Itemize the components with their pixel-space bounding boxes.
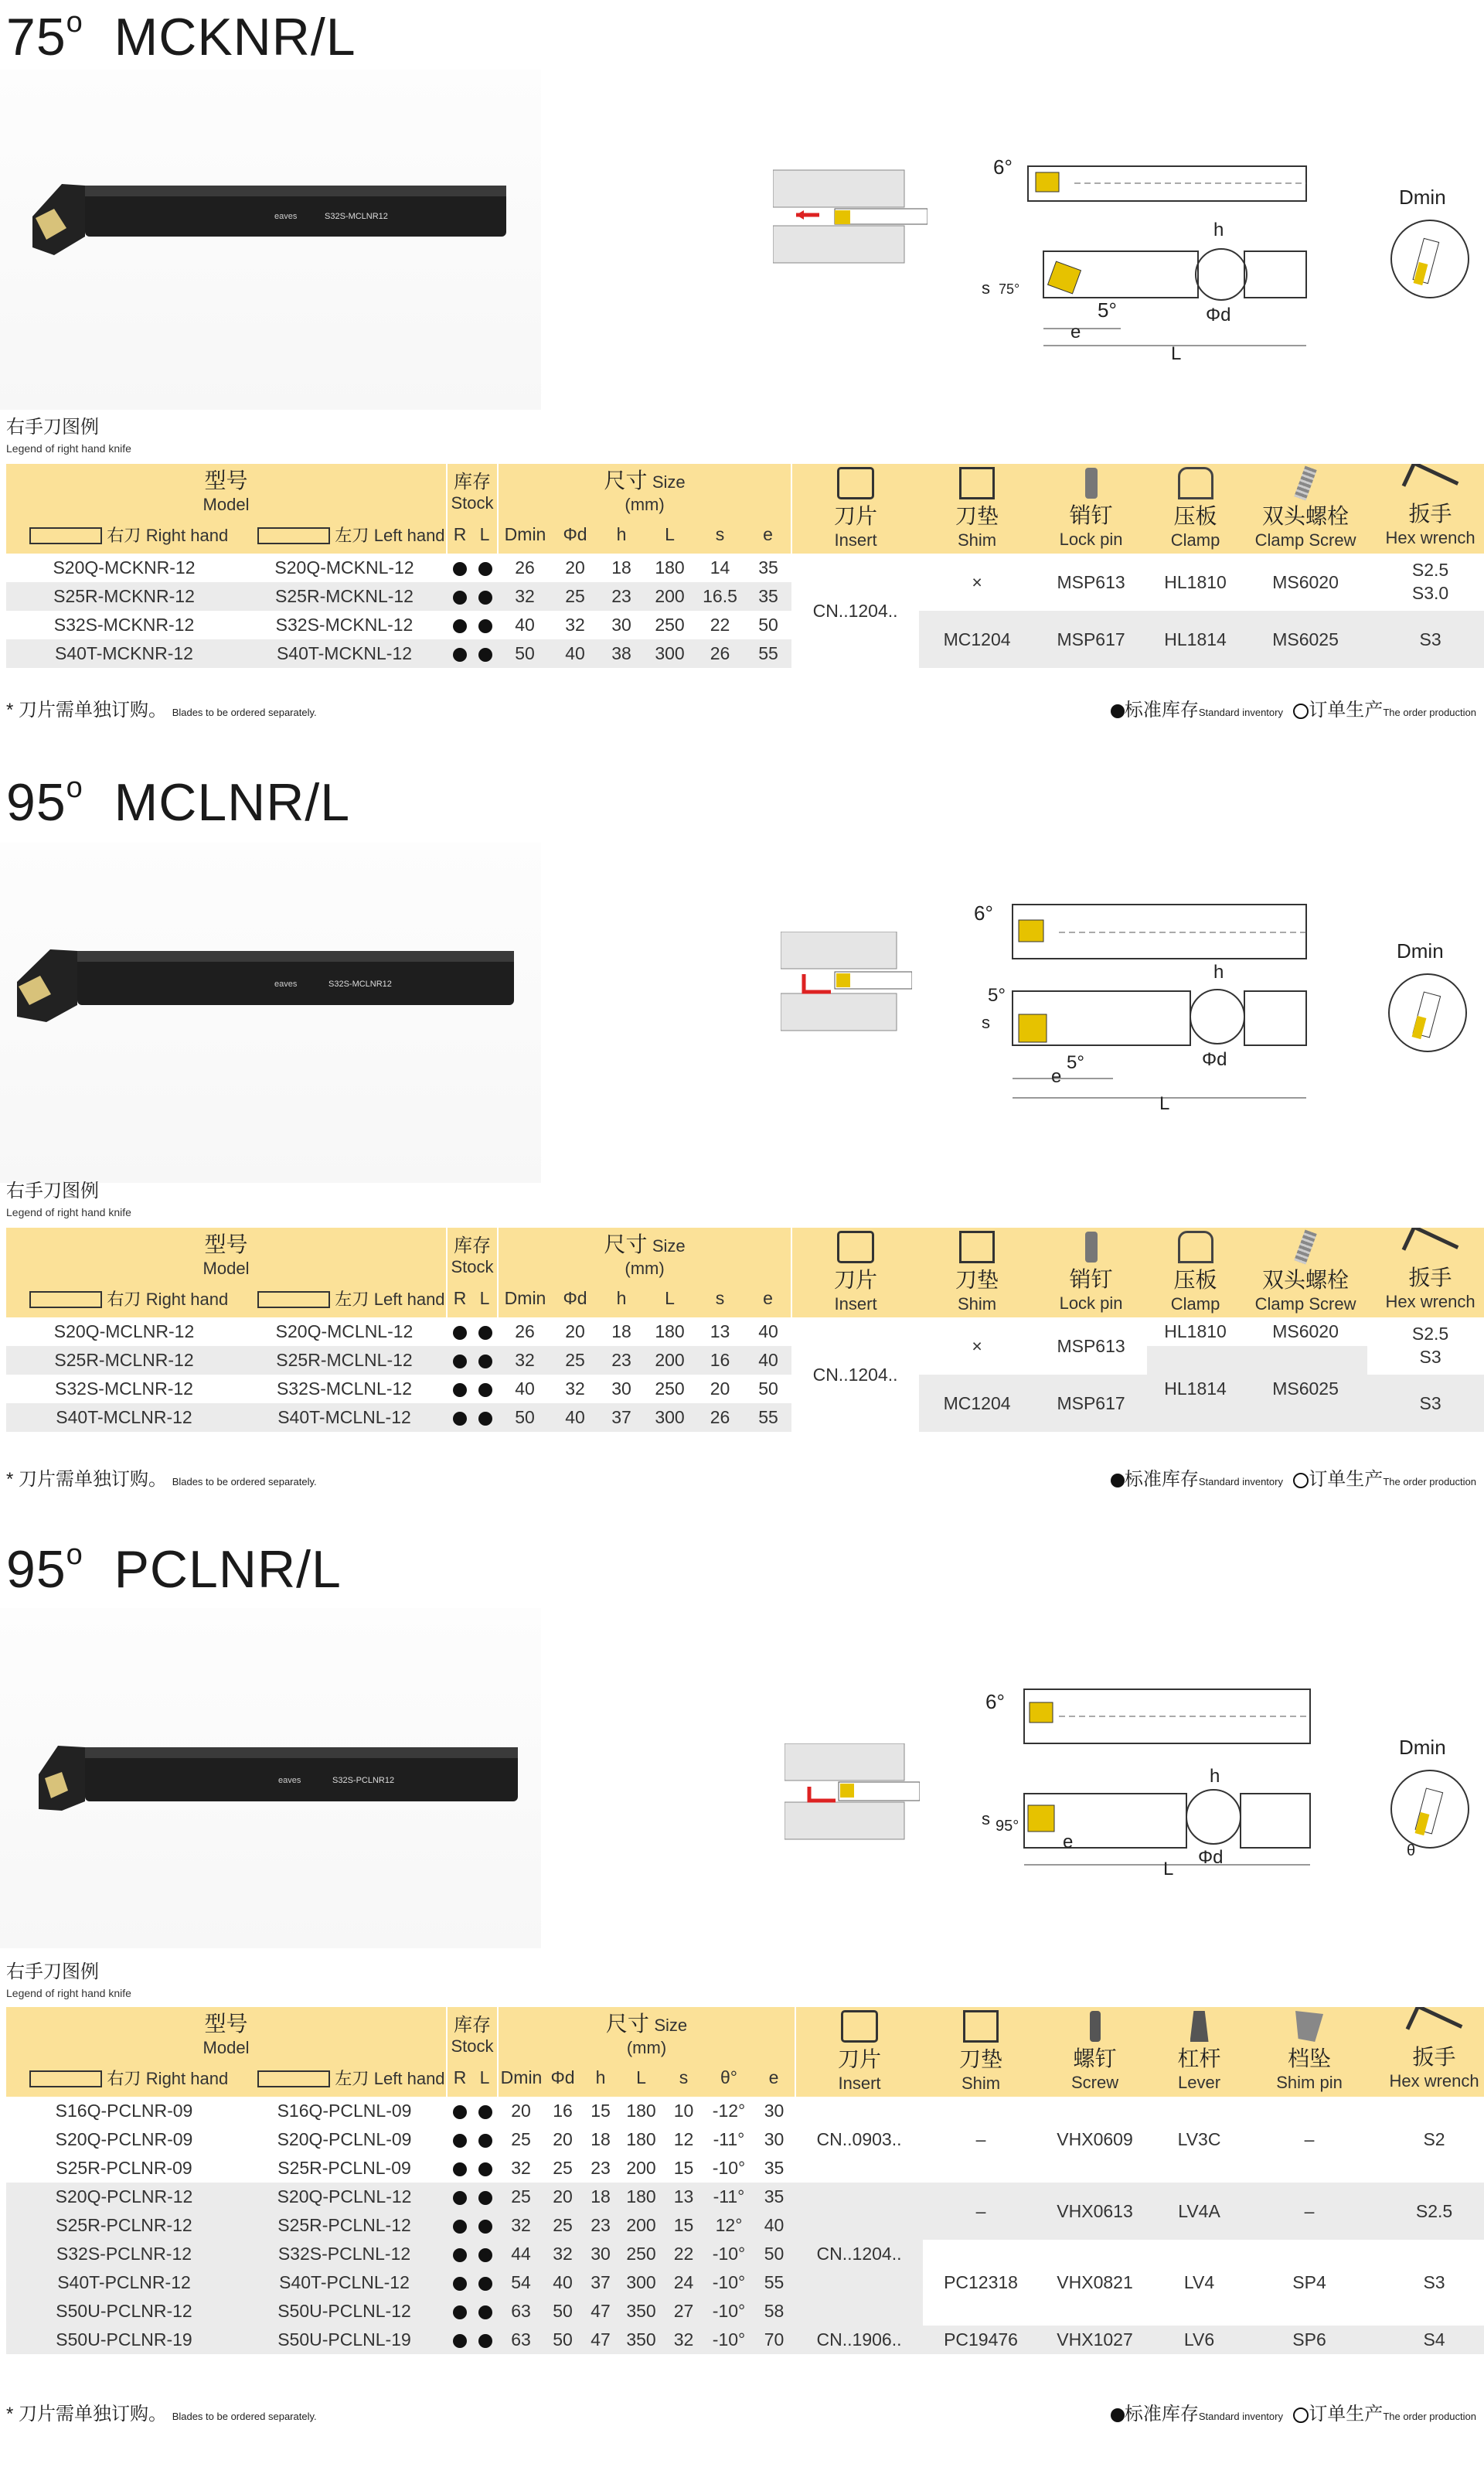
stock-dot-icon: [478, 648, 492, 662]
shim-pin-icon: 档坠 Shim pin: [1247, 2007, 1371, 2097]
svg-text:S32S-MCLNR12: S32S-MCLNR12: [325, 212, 388, 221]
svg-text:Dmin: Dmin: [1397, 939, 1444, 963]
stock-dot-icon: [453, 2305, 467, 2319]
table-row: S32S-PCLNR-12 S32S-PCLNL-12 44 32 30 250 22 -10° 50 PC12318 VHX0821 LV4 SP4 S3: [6, 2240, 1484, 2268]
lock-pin-icon: 销钉 Lock pin: [1035, 464, 1147, 554]
stock-dot-icon: [478, 2277, 492, 2291]
table-row: S32S-MCKNR-12 S32S-MCKNL-12 40 32 30 250 22 50 MC1204 MSP617 HL1814 MS6025 S3: [6, 611, 1484, 639]
svg-text:L: L: [1171, 343, 1182, 364]
legend-subtitle: Legend of right hand knife: [6, 1206, 131, 1218]
insert-approach-diagram: [785, 1743, 920, 1840]
stock-dot-icon: [453, 1412, 467, 1426]
spec-table: 型号 Model 库存 Stock 尺寸 Size (mm) 刀片 Insert 刀垫 Shim 销钉 Lock pin 压板 Clamp 双头螺栓 Clamp Screw 扳手 Hex wrench 右刀 Right hand 左刀 Left hand R L Dmin Φd h L s e S20Q-MCKNR-12 S20Q-MCKNL-12 26 20 18 180 14 35 CN..1204.. × MSP613 HL1810 MS6020 S2.5 S3.0 S25R-MCKNR-12 S25R-MCKNL-12 32 25 23 200 16.5 35 S32S-MCKNR-12 S32S-MCKNL-12 40 32 30 250 22 50 MC1204 MSP617 HL1814 MS6025 S3 S40T-MCKNR-12 S40T-MCKNL-12 50 40 38 300 26 55: [6, 464, 1484, 668]
stock-dot-icon: [478, 2248, 492, 2262]
table-row: S16Q-PCLNR-09 S16Q-PCLNL-09 20 16 15 180 10 -12° 30 CN..0903.. – VHX0609 LV3C – S2: [6, 2097, 1484, 2125]
clamp-icon: 压板 Clamp: [1147, 1228, 1244, 1317]
section-title: 95$^o$ MCLNR/L: [6, 772, 351, 832]
table-row: S40T-MCKNR-12 S40T-MCKNL-12 50 40 38 300 26 55: [6, 639, 1484, 668]
stock-dot-icon: [453, 2105, 467, 2119]
shim-icon: 刀垫 Shim: [919, 464, 1035, 554]
svg-text:s: s: [982, 1809, 990, 1828]
stock-dot-icon: [453, 1326, 467, 1340]
shim-icon: 刀垫 Shim: [923, 2007, 1039, 2097]
model-header: 型号 Model: [203, 469, 250, 514]
svg-text:Φd: Φd: [1198, 1847, 1224, 1868]
insert-icon: 刀片 Insert: [791, 1228, 919, 1317]
stock-legend: 标准库存Standard inventory 订单生产The order production: [1111, 2398, 1476, 2425]
svg-text:h: h: [1210, 1766, 1220, 1787]
svg-text:s: s: [982, 1013, 990, 1032]
stock-dot-icon: [478, 2191, 492, 2205]
hex-wrench-icon: 扳手 Hex wrench: [1367, 464, 1484, 554]
svg-text:Dmin: Dmin: [1399, 1736, 1446, 1759]
svg-text:e: e: [1063, 1832, 1074, 1852]
svg-text:L: L: [1163, 1859, 1174, 1879]
section-title: 75$^o$ MCKNR/L: [6, 6, 356, 66]
hex-wrench-icon: 扳手 Hex wrench: [1367, 1228, 1484, 1317]
stock-dot-icon: [478, 1326, 492, 1340]
clamp-screw-icon: 双头螺栓 Clamp Screw: [1244, 464, 1367, 554]
stock-dot-icon: [478, 1412, 492, 1426]
table-row: S20Q-MCKNR-12 S20Q-MCKNL-12 26 20 18 180 14 35 CN..1204.. × MSP613 HL1810 MS6020 S2.5 S3.0: [6, 554, 1484, 582]
stock-dot-icon: [478, 2220, 492, 2234]
table-row: S20Q-PCLNR-09 S20Q-PCLNL-09 25 20 18 180 12 -11° 30: [6, 2125, 1484, 2154]
insert-approach-diagram: [773, 162, 928, 271]
svg-text:Φd: Φd: [1206, 305, 1231, 325]
stock-dot-icon: [1111, 704, 1125, 718]
stock-dot-icon: [453, 648, 467, 662]
stock-dot-icon: [453, 562, 467, 576]
svg-text:6°: 6°: [993, 155, 1013, 179]
legend-title: 右手刀图例: [6, 1961, 99, 1982]
tool-photo: [0, 70, 541, 410]
table-row: S32S-MCLNR-12 S32S-MCLNL-12 40 32 30 250 20 50 MC1204 MSP617 S3: [6, 1375, 1484, 1403]
order-circle-icon: [1293, 2408, 1309, 2423]
legend-subtitle: Legend of right hand knife: [6, 442, 131, 455]
tool-photo: [0, 843, 541, 1183]
table-row: S20Q-PCLNR-12 S20Q-PCLNL-12 25 20 18 180 13 -11° 35 CN..1204.. – VHX0613 LV4A – S2.5: [6, 2183, 1484, 2211]
legend-title: 右手刀图例: [6, 1181, 99, 1201]
stock-dot-icon: [478, 591, 492, 605]
table-row: S25R-PCLNR-12 S25R-PCLNL-12 32 25 23 200 15 12° 40: [6, 2211, 1484, 2240]
svg-text:eaves: eaves: [274, 212, 298, 221]
svg-text:s: s: [982, 278, 990, 298]
table-row: S40T-PCLNR-12 S40T-PCLNL-12 54 40 37 300 24 -10° 55: [6, 2268, 1484, 2297]
stock-dot-icon: [453, 2248, 467, 2262]
order-circle-icon: [1293, 704, 1309, 719]
stock-dot-icon: [478, 1383, 492, 1397]
section-mcknr: [0, 0, 1484, 765]
legend-subtitle: Legend of right hand knife: [6, 1987, 131, 1999]
svg-text:L: L: [1159, 1093, 1170, 1114]
stock-dot-icon: [478, 2334, 492, 2348]
spec-table: 型号 Model 库存 Stock 尺寸 Size (mm) 刀片 Insert 刀垫 Shim 销钉 Lock pin 压板 Clamp 双头螺栓 Clamp Screw 扳手 Hex wrench 右刀 Right hand 左刀 Left hand R L Dmin Φd h L s e S20Q-MCLNR-12 S20Q-MCLNL-12 26 20 18 180 13 40 CN..1204.. × MSP613 HL1810 MS6020 S2.5 S3 S25R-MCLNR-12 S25R-MCLNL-12 32 25 23 200 16 40 HL1814 MS6025 S32S-MCLNR-12 S32S-MCLNL-12 40 32 30 250 20 50 MC1204 MSP617 S3 S40T-MCLNR-12 S40T-MCLNL-12 50 40 37 300 26 55: [6, 1228, 1484, 1432]
stock-dot-icon: [1111, 1474, 1125, 1487]
svg-text:θ: θ: [1407, 1842, 1416, 1859]
svg-text:eaves: eaves: [274, 980, 298, 989]
svg-text:5°: 5°: [1098, 298, 1117, 322]
dimension-drawing: [966, 889, 1353, 1121]
svg-text:e: e: [1070, 322, 1081, 342]
stock-dot-icon: [478, 2162, 492, 2176]
stock-dot-icon: [453, 591, 467, 605]
dmin-diagram: [1384, 186, 1476, 302]
table-row: S25R-MCLNR-12 S25R-MCLNL-12 32 25 23 200 16 40 HL1814 MS6025: [6, 1346, 1484, 1375]
screw-icon: 螺钉 Screw: [1039, 2007, 1151, 2097]
insert-icon: 刀片 Insert: [795, 2007, 923, 2097]
table-row: S50U-PCLNR-19 S50U-PCLNL-19 63 50 47 350 32 -10° 70 CN..1906.. PC19476 VHX1027 LV6 SP6 S4: [6, 2326, 1484, 2354]
svg-text:Dmin: Dmin: [1399, 186, 1446, 209]
stock-dot-icon: [453, 1383, 467, 1397]
hex-wrench-icon: 扳手 Hex wrench: [1371, 2007, 1484, 2097]
order-note: * 刀片需单独订购。 Blades to be ordered separately.: [6, 2404, 317, 2425]
table-row: S20Q-MCLNR-12 S20Q-MCLNL-12 26 20 18 180 13 40 CN..1204.. × MSP613 HL1810 MS6020 S2.5 S3: [6, 1317, 1484, 1346]
svg-text:6°: 6°: [985, 1690, 1005, 1713]
svg-text:e: e: [1051, 1066, 1062, 1087]
svg-text:h: h: [1213, 962, 1224, 983]
legend-title: 右手刀图例: [6, 417, 99, 438]
svg-text:6°: 6°: [974, 901, 993, 925]
order-note: * 刀片需单独订购。 Blades to be ordered separately.: [6, 1469, 317, 1490]
stock-dot-icon: [478, 1355, 492, 1368]
lever-icon: 杠杆 Lever: [1151, 2007, 1247, 2097]
spec-table: 型号 Model 库存 Stock 尺寸 Size (mm) 刀片 Insert 刀垫 Shim 螺钉 Screw 杠杆 Lever 档坠 Shim pin 扳手 Hex wrench 右刀 Right hand 左刀 Left hand R L Dmin Φd h L s θ° e S16Q-PCLNR-09 S16Q-PCLNL-09 20 16 15 180 10 -12° 30 CN..0903.. – VHX0609 LV3C – S2 S20Q-PCLNR-09 S20Q-PCLNL-09 25 20 18 180 12 -11° 30 S25R-PCLNR-09 S25R-PCLNL-09 32 25 23 200 15 -10° 35 S20Q-PCLNR-12 S20Q-PCLNL-12 25 20 18 180 13 -11° 35 CN..1204.. – VHX0613 LV4A – S2.5 S25R-PCLNR-12 S25R-PCLNL-12 32 25 23 200 15 12° 40 S32S-PCLNR-12 S32S-PCLNL-12 44 32 30 250 22 -10° 50 PC12318 VHX0821 LV4 SP4 S3 S40T-PCLNR-12 S40T-PCLNL-12 54 40 37 300 24 -10° 55 S50U-PCLNR-12 S50U-PCLNL-12 63 50 47 350 27 -10° 58 S50U-PCLNR-19 S50U-PCLNL-19 63 50 47 350 32 -10° 70 CN..1906.. PC19476 VHX1027 LV6 SP6 S4: [6, 2007, 1484, 2354]
table-row: S50U-PCLNR-12 S50U-PCLNL-12 63 50 47 350 27 -10° 58: [6, 2297, 1484, 2326]
dimension-drawing: [966, 143, 1353, 367]
dmin-diagram: [1380, 939, 1476, 1055]
stock-dot-icon: [478, 2134, 492, 2148]
stock-legend: 标准库存Standard inventory 订单生产The order production: [1111, 1464, 1476, 1491]
stock-dot-icon: [453, 1355, 467, 1368]
stock-dot-icon: [478, 562, 492, 576]
stock-dot-icon: [453, 2162, 467, 2176]
stock-dot-icon: [453, 619, 467, 633]
clamp-screw-icon: 双头螺栓 Clamp Screw: [1244, 1228, 1367, 1317]
svg-text:Φd: Φd: [1202, 1049, 1227, 1070]
stock-dot-icon: [478, 2105, 492, 2119]
svg-text:75°: 75°: [999, 281, 1020, 297]
svg-text:S32S-PCLNR12: S32S-PCLNR12: [332, 1776, 395, 1785]
shim-icon: 刀垫 Shim: [919, 1228, 1035, 1317]
insert-approach-diagram: [781, 932, 912, 1032]
dimension-drawing: [966, 1685, 1353, 1879]
stock-dot-icon: [478, 619, 492, 633]
svg-text:eaves: eaves: [278, 1776, 301, 1785]
stock-dot-icon: [453, 2334, 467, 2348]
lock-pin-icon: 销钉 Lock pin: [1035, 1228, 1147, 1317]
stock-dot-icon: [1111, 2408, 1125, 2422]
stock-legend: 标准库存Standard inventory 订单生产The order production: [1111, 694, 1476, 721]
stock-dot-icon: [478, 2305, 492, 2319]
stock-dot-icon: [453, 2134, 467, 2148]
table-row: S25R-PCLNR-09 S25R-PCLNL-09 32 25 23 200 15 -10° 35: [6, 2154, 1484, 2183]
dmin-diagram: [1384, 1736, 1476, 1859]
section-mclnr: [0, 765, 1484, 1539]
section-title: 95$^o$ PCLNR/L: [6, 1539, 342, 1599]
stock-dot-icon: [453, 2191, 467, 2205]
table-row: S25R-MCKNR-12 S25R-MCKNL-12 32 25 23 200 16.5 35: [6, 582, 1484, 611]
order-circle-icon: [1293, 1473, 1309, 1488]
svg-text:h: h: [1213, 220, 1224, 240]
svg-text:5°: 5°: [988, 985, 1006, 1006]
stock-dot-icon: [453, 2220, 467, 2234]
tool-photo: [0, 1608, 541, 1948]
svg-text:95°: 95°: [996, 1818, 1019, 1835]
svg-text:S32S-MCLNR12: S32S-MCLNR12: [328, 980, 392, 989]
svg-text:5°: 5°: [1067, 1052, 1084, 1073]
stock-dot-icon: [453, 2277, 467, 2291]
table-row: S40T-MCLNR-12 S40T-MCLNL-12 50 40 37 300 26 55: [6, 1403, 1484, 1432]
section-pclnr: [0, 1539, 1484, 2474]
insert-icon: 刀片 Insert: [791, 464, 919, 554]
clamp-icon: 压板 Clamp: [1147, 464, 1244, 554]
order-note: * 刀片需单独订购。 Blades to be ordered separately.: [6, 700, 317, 721]
